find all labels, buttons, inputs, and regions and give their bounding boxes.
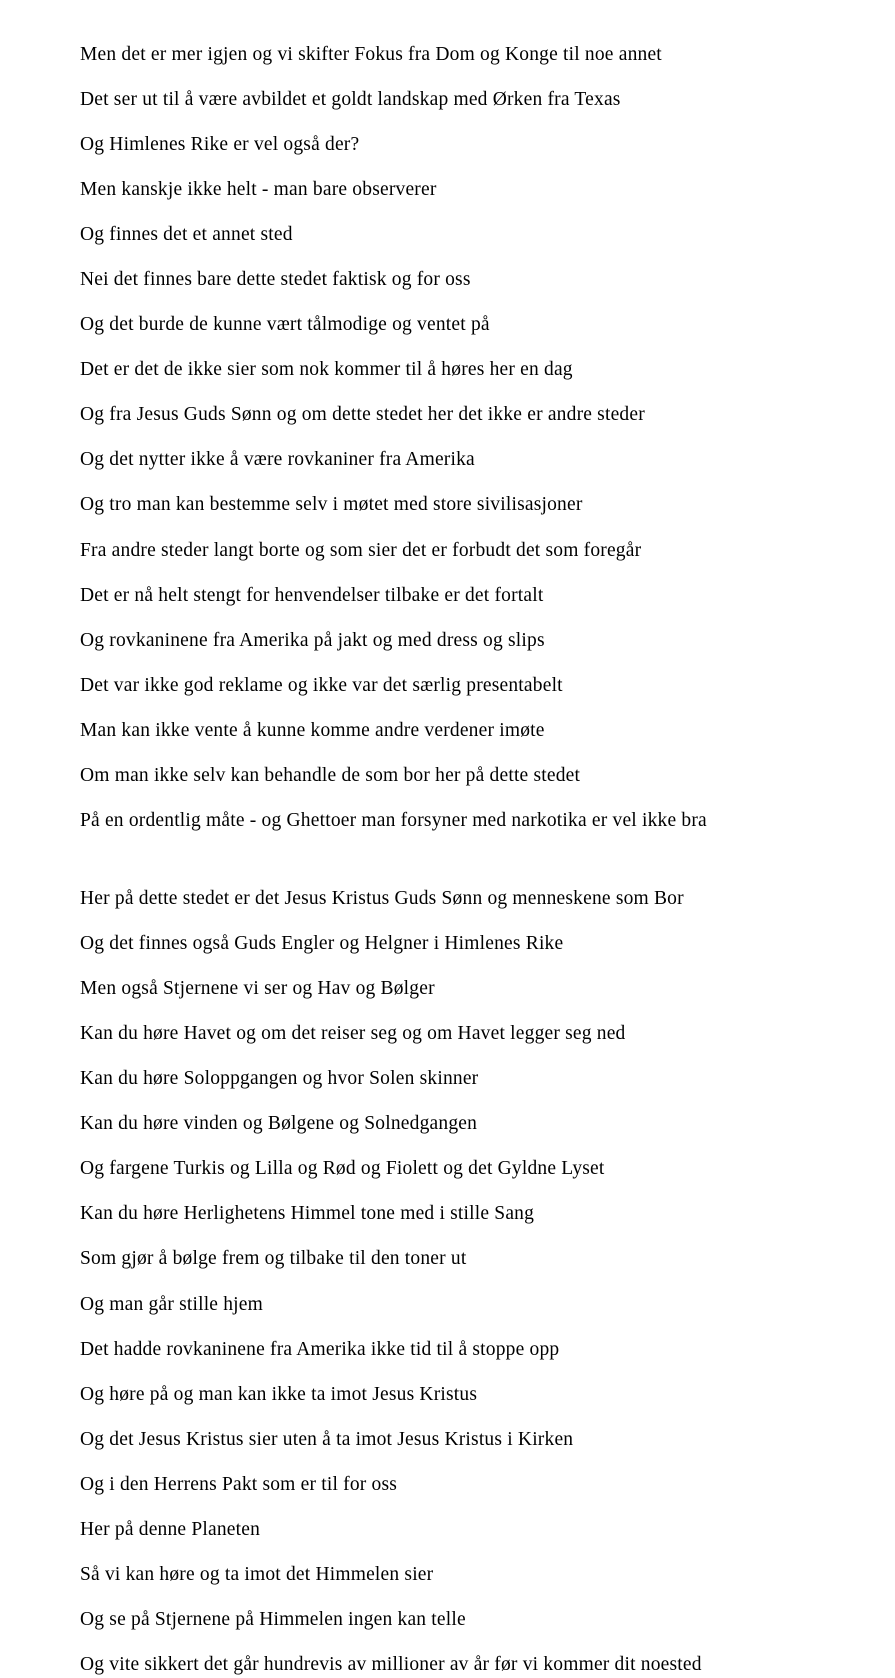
text-line: Men også Stjernene vi ser og Hav og Bølger xyxy=(80,977,435,999)
text-line: Kan du høre Havet og om det reiser seg og om Havet legger seg ned xyxy=(80,1022,626,1044)
text-line: Og rovkaninene fra Amerika på jakt og med dress og slips xyxy=(80,629,545,651)
text-line: Men kanskje ikke helt - man bare observerer xyxy=(80,178,437,200)
text-line: Og i den Herrens Pakt som er til for oss xyxy=(80,1473,398,1495)
stanza-1 xyxy=(80,42,835,834)
text-line: Det var ikke god reklame og ikke var det særlig presentabelt xyxy=(80,674,563,696)
text-line: Det er det de ikke sier som nok kommer til å høres her en dag xyxy=(80,359,573,381)
text-line: Om man ikke selv kan behandle de som bor her på dette stedet xyxy=(80,765,581,786)
stanza-2 xyxy=(80,886,835,1678)
text-line: Det ser ut til å være avbildet et goldt landskap med Ørken fra Texas xyxy=(80,88,621,110)
text-line: Kan du høre Soloppgangen og hvor Solen skinner xyxy=(80,1068,479,1090)
text-line: Og man går stille hjem xyxy=(80,1293,263,1315)
text-line: Kan du høre vinden og Bølgene og Solnedgangen xyxy=(80,1113,478,1135)
text-line: Og fra Jesus Guds Sønn og om dette stedet her det ikke er andre steder xyxy=(80,404,645,426)
text-line: Og det finnes også Guds Engler og Helgner i Himlenes Rike xyxy=(80,932,564,954)
text-line: Her på dette stedet er det Jesus Kristus Guds Sønn og menneskene som Bor xyxy=(80,887,684,909)
text-line: Man kan ikke vente å kunne komme andre verdener imøte xyxy=(80,719,545,741)
text-line: Og det burde de kunne vært tålmodige og ventet på xyxy=(80,314,490,336)
text-line: Her på denne Planeten xyxy=(80,1519,261,1540)
text-line: Men det er mer igjen og vi skifter Fokus fra Dom og Konge til noe annet xyxy=(80,43,662,65)
text-line: Og fargene Turkis og Lilla og Rød og Fiolett og det Gyldne Lyset xyxy=(80,1158,605,1180)
text-line: Og vite sikkert det går hundrevis av millioner av år før vi kommer dit noested xyxy=(80,1654,702,1676)
text-line: På en ordentlig måte - og Ghettoer man forsyner med narkotika er vel ikke bra xyxy=(80,810,707,832)
text-line: Og finnes det et annet sted xyxy=(80,223,293,245)
text-line: Og tro man kan bestemme selv i møtet med store sivilisasjoner xyxy=(80,494,583,516)
text-line: Fra andre steder langt borte og som sier det er forbudt det som foregår xyxy=(80,539,642,561)
text-line: Så vi kan høre og ta imot det Himmelen sier xyxy=(80,1564,434,1586)
text-line: Det er nå helt stengt for henvendelser tilbake er det fortalt xyxy=(80,584,544,606)
text-line: Og se på Stjernene på Himmelen ingen kan telle xyxy=(80,1609,466,1631)
text-line: Og høre på og man kan ikke ta imot Jesus Kristus xyxy=(80,1383,478,1405)
text-line: Som gjør å bølge frem og tilbake til den toner ut xyxy=(80,1248,467,1270)
text-line: Og Himlenes Rike er vel også der? xyxy=(80,133,360,155)
text-line: Og det nytter ikke å være rovkaniner fra Amerika xyxy=(80,449,475,471)
text-line: Og det Jesus Kristus sier uten å ta imot Jesus Kristus i Kirken xyxy=(80,1428,574,1450)
text-line: Nei det finnes bare dette stedet faktisk og for oss xyxy=(80,268,471,290)
text-line: Kan du høre Herlighetens Himmel tone med i stille Sang xyxy=(80,1203,535,1225)
text-line: Det hadde rovkaninene fra Amerika ikke tid til å stoppe opp xyxy=(80,1338,560,1360)
